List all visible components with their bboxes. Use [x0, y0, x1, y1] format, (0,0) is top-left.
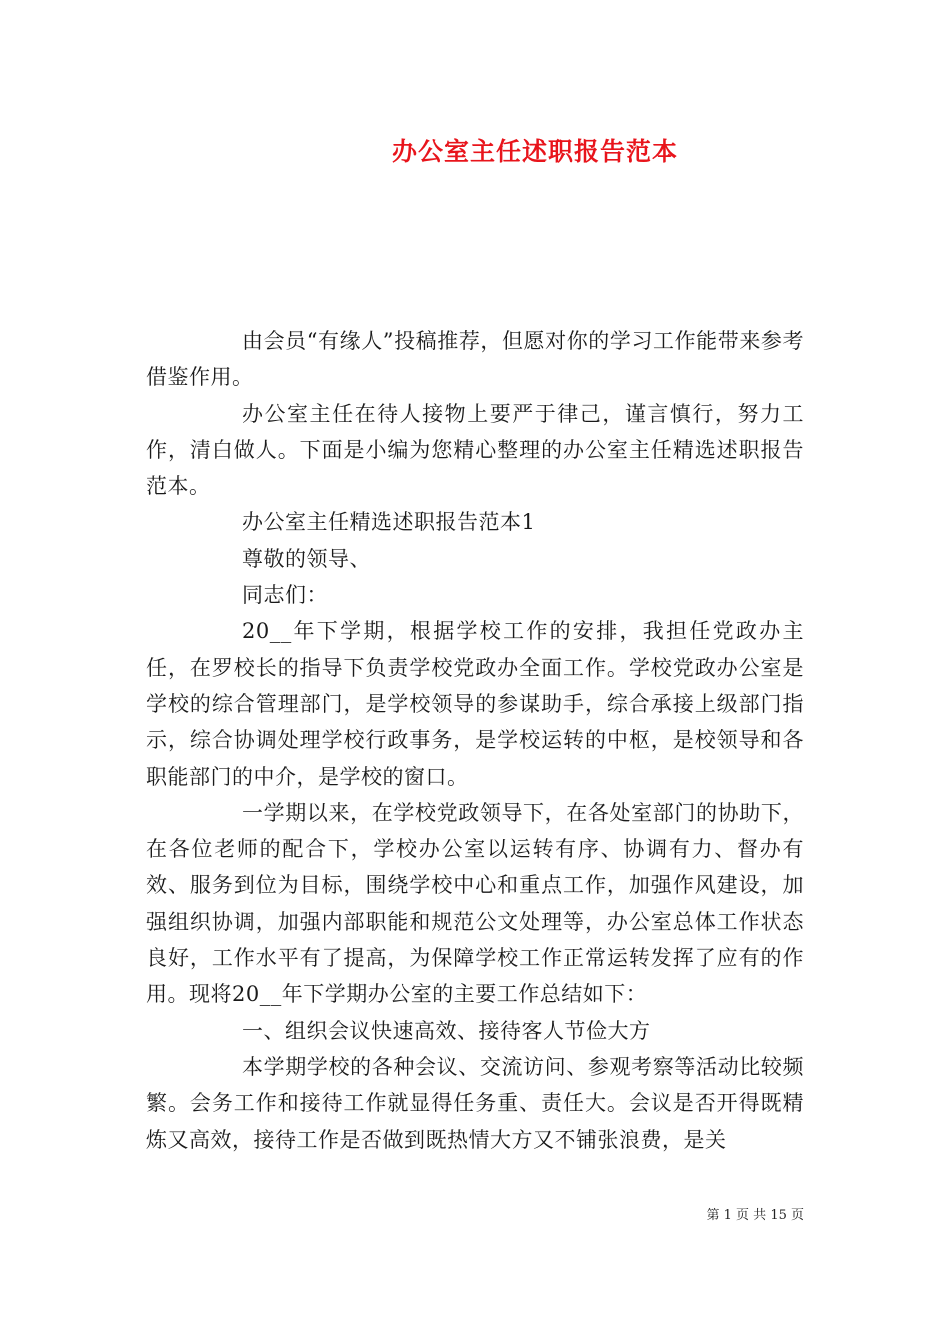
paragraph-intro: 由会员“有缘人”投稿推荐，但愿对你的学习工作能带来参考借鉴作用。	[146, 329, 804, 390]
salutation-line-2: 同志们：	[242, 583, 328, 608]
paragraph-overview: 一学期以来，在学校党政领导下，在各处室部门的协助下，在各位老师的配合下，学校办公室以运转有序、协调有力、督办有效、服务到位为目标，围绕学校中心和重点工作，加强作风建设，加强组织协调，加强内部职能和规范公文处理等，办公室总体工作状态良好，工作水平有了提高，为保障学校工作正常运转发挥了应有的作用。现将20__年下学期办公室的主要工作总结如下：	[146, 800, 804, 1007]
salutation-line-1: 尊敬的领导、	[242, 546, 371, 571]
paragraph-summary: 办公室主任在待人接物上要严于律己，谨言慎行，努力工作，清白做人。下面是小编为您精心整理的办公室主任精选述职报告范本。	[146, 401, 804, 499]
section-heading: 办公室主任精选述职报告范本1	[242, 510, 536, 535]
paragraph-meetings: 本学期学校的各种会议、交流访问、参观考察等活动比较频繁。会务工作和接待工作就显得任务重、责任大。会议是否开得既精炼又高效，接待工作是否做到既热情大方又不铺张浪费，是关	[146, 1054, 804, 1152]
subsection-heading: 一、组织会议快速高效、接待客人节俭大方	[242, 1018, 651, 1043]
document-title: 办公室主任述职报告范本	[391, 137, 678, 166]
document-body	[146, 323, 804, 1158]
paragraph-background: 20__年下学期，根据学校工作的安排，我担任党政办主任，在罗校长的指导下负责学校党政办全面工作。学校党政办公室是学校的综合管理部门，是学校领导的参谋助手，综合承接上级部门指示，综合协调处理学校行政事务，是学校运转的中枢，是校领导和各职能部门的中介，是学校的窗口。	[146, 619, 804, 789]
page-number-footer: 第 1 页 共 15 页	[706, 1208, 804, 1223]
